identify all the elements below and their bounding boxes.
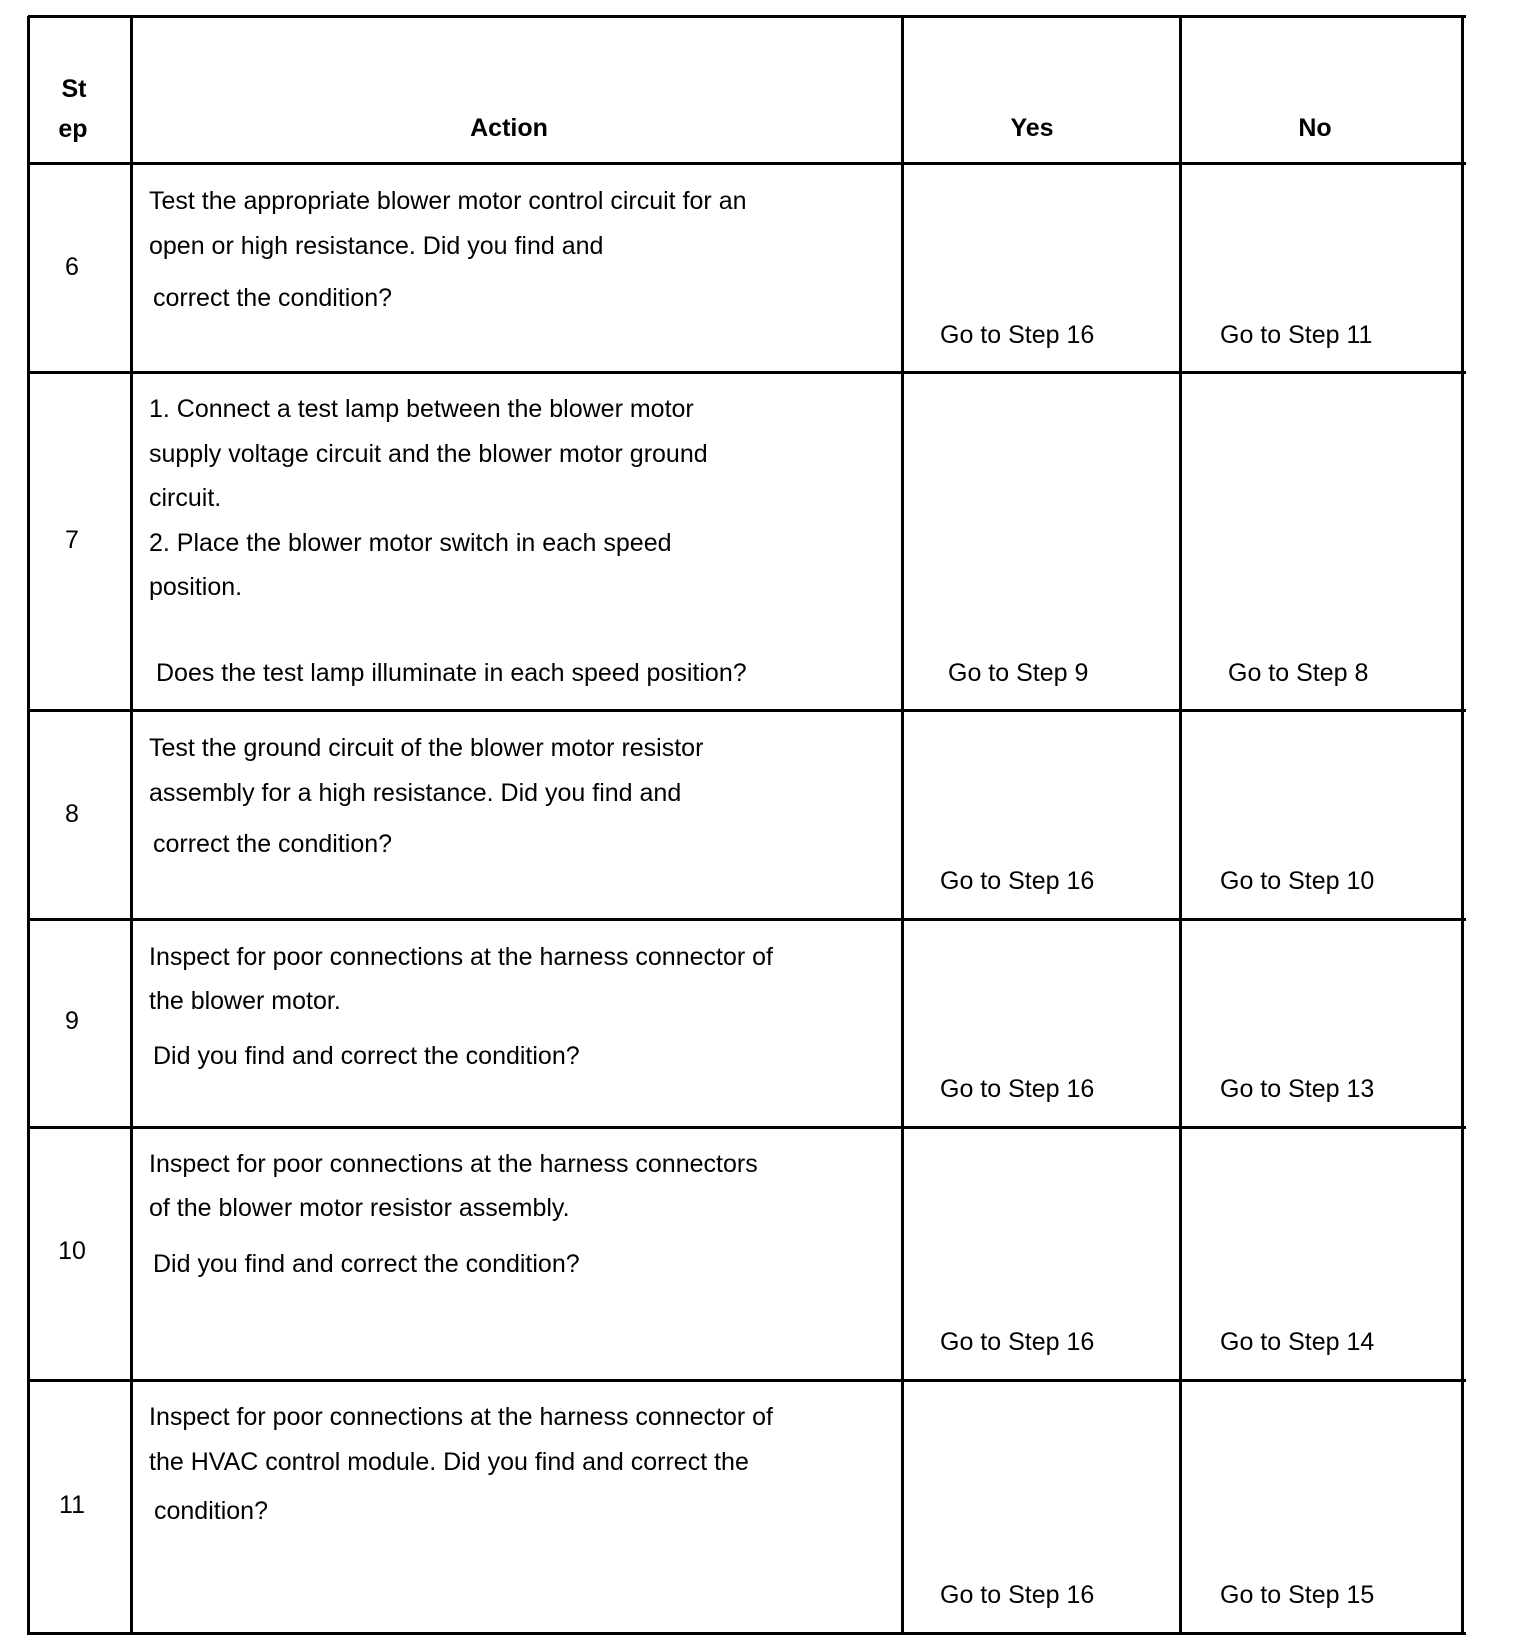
action-text-line: condition? (154, 1497, 268, 1525)
action-text-line: circuit. (149, 484, 222, 512)
border (1179, 16, 1182, 1635)
border (28, 918, 1466, 921)
action-text-line: the HVAC control module. Did you find and correct the (149, 1448, 749, 1476)
border (28, 371, 1466, 374)
step-number: 7 (65, 526, 79, 554)
yes-result: Go to Step 16 (940, 1581, 1095, 1609)
action-text-line: 1. Connect a test lamp between the blower motor (149, 395, 694, 423)
yes-result: Go to Step 16 (940, 321, 1095, 349)
action-text-line: supply voltage circuit and the blower motor ground (149, 440, 708, 468)
action-text-line: the blower motor. (149, 987, 341, 1015)
step-number: 6 (65, 253, 79, 281)
border (28, 1126, 1466, 1129)
action-text-line: of the blower motor resistor assembly. (149, 1194, 570, 1222)
border (901, 16, 904, 1635)
border (27, 16, 30, 1635)
no-result: Go to Step 15 (1220, 1581, 1375, 1609)
border (28, 1379, 1466, 1382)
no-result: Go to Step 11 (1220, 321, 1373, 349)
border (130, 16, 133, 1635)
action-text-line: Inspect for poor connections at the harness connector of (149, 1403, 773, 1431)
yes-result: Go to Step 9 (948, 659, 1089, 687)
action-text-line: Inspect for poor connections at the harness connector of (149, 943, 773, 971)
border (28, 162, 1466, 165)
yes-result: Go to Step 16 (940, 1328, 1095, 1356)
yes-result: Go to Step 16 (940, 1075, 1095, 1103)
border (28, 709, 1466, 712)
action-text-line: 2. Place the blower motor switch in each speed (149, 529, 672, 557)
action-text-line: Inspect for poor connections at the harness connectors (149, 1150, 758, 1178)
action-text-line: open or high resistance. Did you find and (149, 232, 604, 260)
no-result: Go to Step 10 (1220, 867, 1375, 895)
no-result: Go to Step 14 (1220, 1328, 1375, 1356)
action-text-line: Did you find and correct the condition? (153, 1250, 580, 1278)
step-number: 10 (58, 1237, 86, 1265)
header-no: No (1298, 114, 1332, 142)
action-text-line: Test the ground circuit of the blower motor resistor (149, 734, 704, 762)
header-step-line1: St (61, 75, 87, 103)
header-yes: Yes (1010, 114, 1054, 142)
action-text-line: assembly for a high resistance. Did you find and (149, 779, 682, 807)
yes-result: Go to Step 16 (940, 867, 1095, 895)
border (28, 1632, 1466, 1635)
no-result: Go to Step 8 (1228, 659, 1369, 687)
header-step-line2: ep (58, 115, 88, 143)
step-number: 11 (59, 1491, 85, 1519)
border (1461, 16, 1464, 1635)
header-action: Action (470, 114, 548, 142)
action-text-line: position. (149, 573, 243, 601)
action-text-line: Does the test lamp illuminate in each speed position? (156, 659, 747, 687)
border (28, 15, 1466, 18)
action-text-line: correct the condition? (153, 284, 393, 312)
step-number: 9 (65, 1007, 79, 1035)
action-text-line: Test the appropriate blower motor control circuit for an (149, 187, 747, 215)
action-text-line: correct the condition? (153, 830, 393, 858)
action-text-line: Did you find and correct the condition? (153, 1042, 580, 1070)
no-result: Go to Step 13 (1220, 1075, 1375, 1103)
step-number: 8 (65, 800, 79, 828)
